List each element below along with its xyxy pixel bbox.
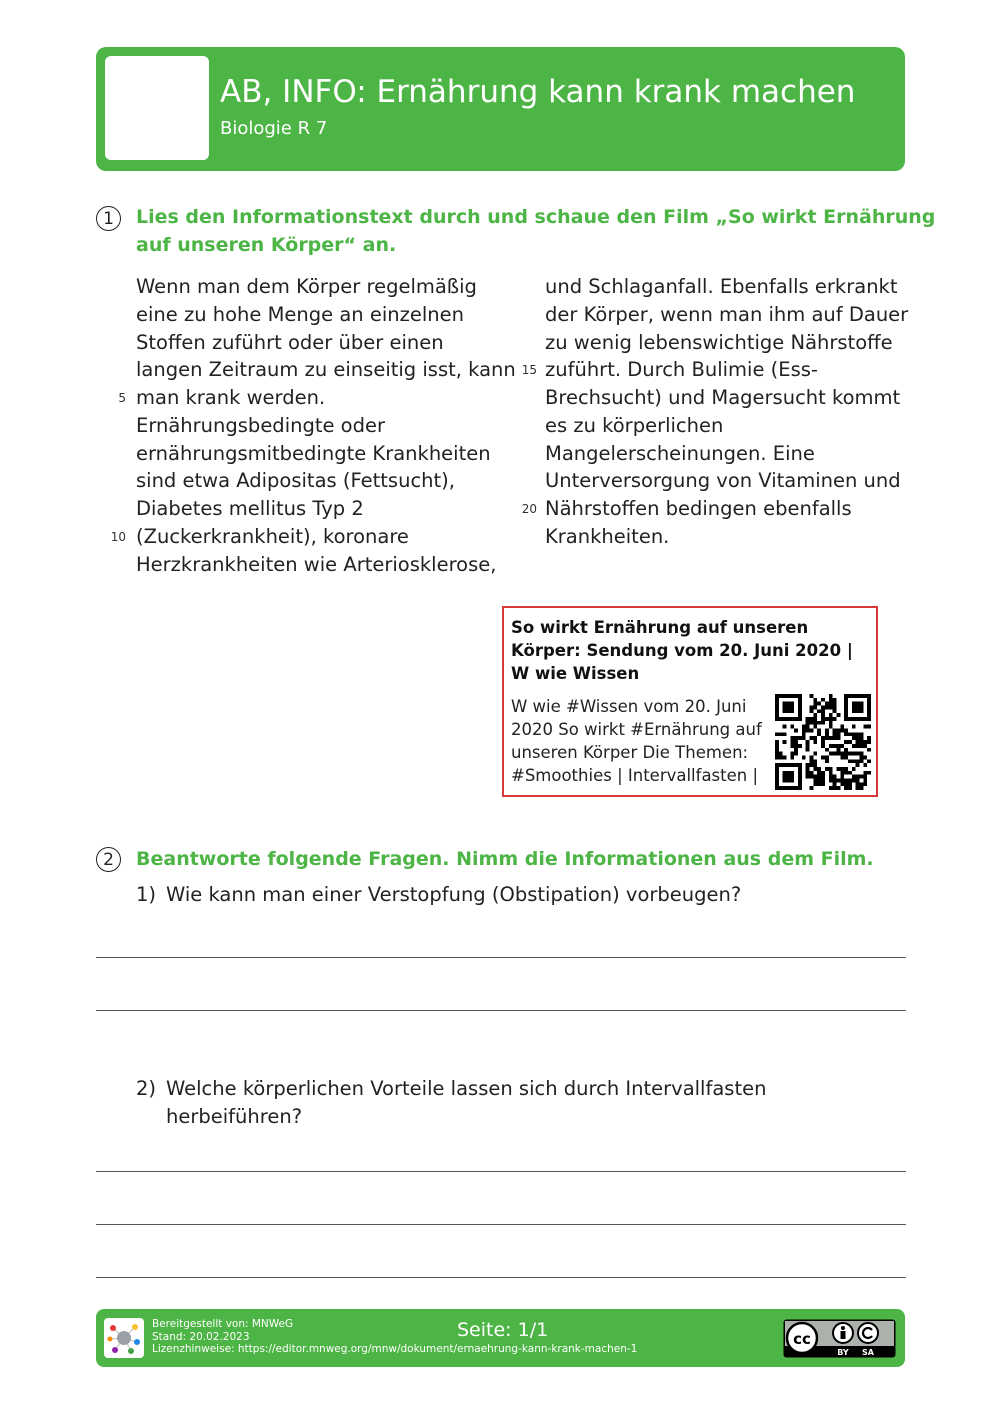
footer-license[interactable]: Lizenzhinweise: https://editor.mnweg.org/mnw/dokument/ernaehrung-kann-krank-machen-1 [152, 1343, 638, 1355]
page-subtitle: Biologie R 7 [220, 118, 328, 139]
text-line: Brechsucht) und Magersucht kommt [545, 386, 901, 409]
text-line: der Körper, wenn man ihm auf Dauer [545, 302, 909, 326]
text-line: man krank werden. [136, 386, 326, 409]
text-line: Krankheiten. [545, 524, 670, 548]
line-number: 15 [521, 363, 537, 377]
text-line: zuführt. Durch Bulimie (Ess- [545, 358, 818, 382]
task-2-number: 2 [96, 847, 121, 872]
task-2-instruction: Beantworte folgende Fragen. Nimm die Informationen aus dem Film. [136, 848, 874, 870]
text-line: Nährstoffen bedingen ebenfalls [545, 497, 852, 520]
text-line: Mangelerscheinungen. Eine [545, 441, 815, 465]
media-description: W wie #Wissen vom 20. Juni 2020 So wirkt #Ernährung auf unseren Körper Die Themen: #Smoothies | Intervallfasten | [511, 697, 762, 785]
logo-placeholder [105, 56, 209, 160]
question-line: herbeiführen? [166, 1105, 303, 1128]
answer-line[interactable] [96, 1277, 906, 1278]
text-line: ernährungsmitbedingte Krankheiten [136, 441, 491, 465]
task-1-line: auf unseren Körper“ an. [136, 234, 397, 256]
question-1-number: 1) [136, 883, 157, 906]
cc-by-sa-license-icon[interactable] [783, 1319, 896, 1358]
line-number: 10 [110, 530, 126, 544]
text-line: langen Zeitraum zu einseitig isst, kann [136, 358, 516, 382]
line-number: 5 [118, 391, 126, 405]
answer-line[interactable] [96, 1010, 906, 1011]
task-1-instruction [136, 203, 935, 259]
text-line: Herzkrankheiten wie Arteriosklerose, [136, 552, 497, 576]
text-line: zu wenig lebenswichtige Nährstoffe [545, 330, 893, 354]
page-number: Seite: 1/1 [457, 1319, 549, 1341]
cc-by-label: BY [837, 1348, 849, 1357]
answer-line[interactable] [96, 957, 906, 958]
question-line: Wie kann man einer Verstopfung (Obstipation) vorbeugen? [166, 883, 742, 906]
answer-line[interactable] [96, 1171, 906, 1172]
text-line: Unterversorgung von Vitaminen und [545, 469, 901, 493]
mnweg-logo-icon [104, 1318, 144, 1358]
cc-sa-label: SA [862, 1348, 874, 1357]
media-title[interactable]: So wirkt Ernährung auf unseren Körper: Sendung vom 20. Juni 2020 | W wie Wissen [511, 618, 853, 683]
task-1-line: Lies den Informationstext durch und schaue den Film „So wirkt Ernährung [136, 206, 936, 228]
text-line: (Zuckerkrankheit), koronare [136, 524, 409, 548]
text-line: Stoffen zuführt oder über einen [136, 330, 444, 354]
text-line: und Schlaganfall. Ebenfalls erkrankt [545, 275, 898, 298]
question-2-text [166, 1075, 766, 1131]
question-2-number: 2) [136, 1077, 157, 1100]
footer-meta [152, 1318, 637, 1356]
footer-provided-by: Bereitgestellt von: MNWeG [152, 1318, 294, 1330]
text-line: Diabetes mellitus Typ 2 [136, 497, 364, 520]
info-text-left-column [136, 273, 516, 578]
question-line: Welche körperlichen Vorteile lassen sich durch Intervallfasten [166, 1077, 767, 1100]
answer-line[interactable] [96, 1224, 906, 1225]
info-text-right-column [545, 273, 908, 551]
text-line: es zu körperlichen [545, 413, 724, 437]
qr-code-icon[interactable] [775, 694, 871, 790]
task-1-number: 1 [96, 206, 121, 231]
question-1-text [166, 881, 741, 909]
text-line: eine zu hohe Menge an einzelnen [136, 302, 465, 326]
footer-date: Stand: 20.02.2023 [152, 1330, 250, 1343]
text-line: sind etwa Adipositas (Fettsucht), [136, 469, 455, 493]
text-line: Wenn man dem Körper regelmäßig [136, 275, 477, 298]
line-number: 20 [521, 502, 537, 516]
text-line: Ernährungsbedingte oder [136, 413, 386, 437]
svg-text:cc: cc [793, 1330, 811, 1348]
page-title: AB, INFO: Ernährung kann krank machen [220, 74, 856, 110]
